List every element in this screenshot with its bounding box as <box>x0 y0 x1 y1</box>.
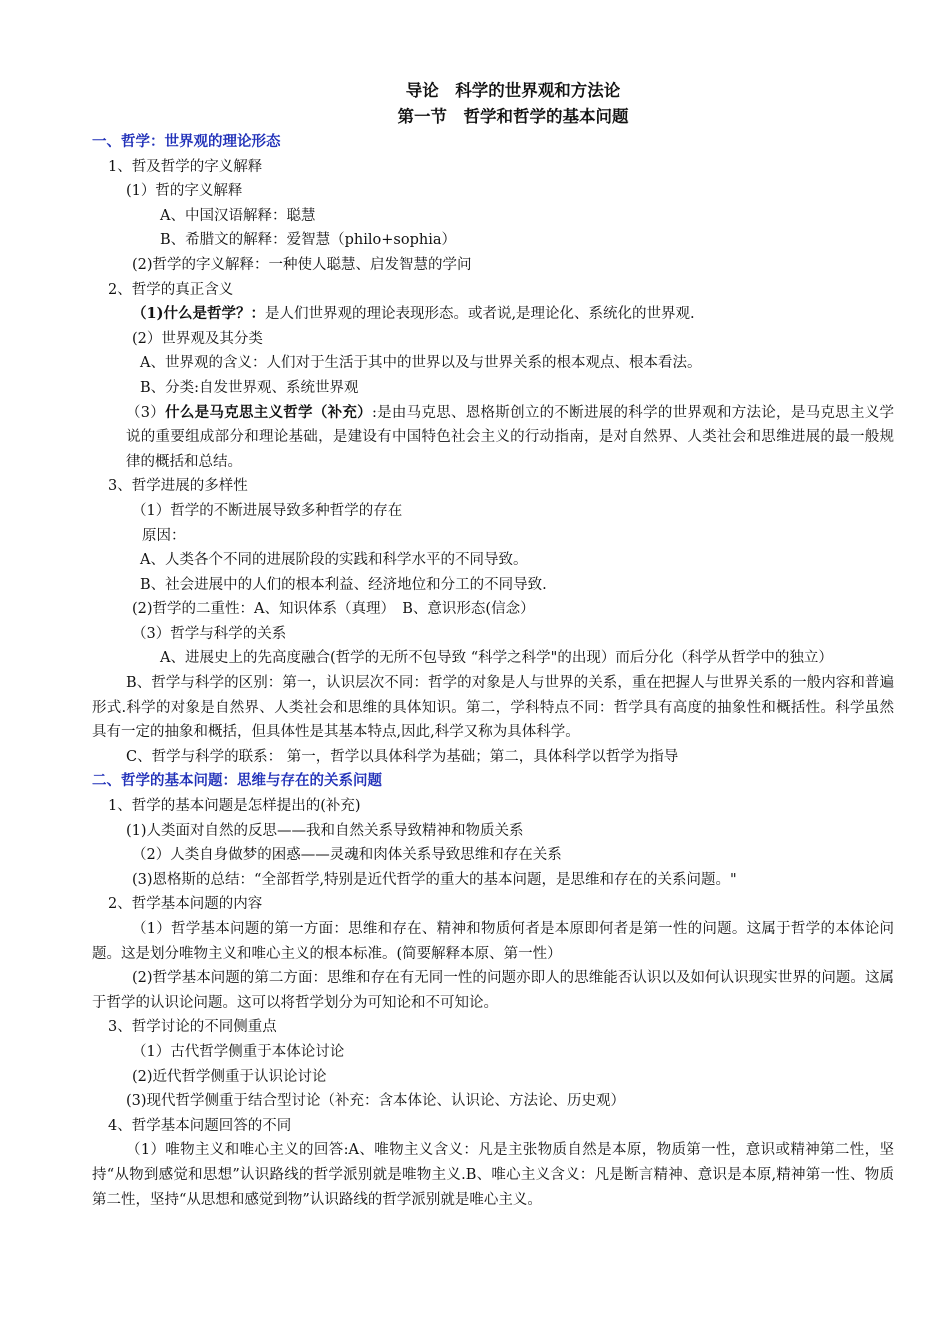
p2-s3-3: (3)现代哲学侧重于结合型讨论（补充：含本体论、认识论、方法论、历史观） <box>126 1093 626 1110</box>
p1-s2-1-text: 是人们世界观的理论表现形态。或者说,是理论化、系统化的世界观. <box>264 306 695 323</box>
p2-s3-2: (2)近代哲学侧重于认识论讨论 <box>132 1068 327 1085</box>
p2-s4: 4、哲学基本问题回答的不同 <box>108 1117 292 1134</box>
p2-s3: 3、哲学讨论的不同侧重点 <box>108 1019 277 1036</box>
part2-heading: 二、哲学的基本问题：思维与存在的关系问题 <box>92 772 382 790</box>
p1-s2: 2、哲学的真正含义 <box>108 281 234 298</box>
p1-s2-2a: A、世界观的含义：人们对于生活于其中的世界以及与世界关系的根本观点、根本看法。 <box>140 355 702 372</box>
p2-s4-1: （1）唯物主义和唯心主义的回答:A、唯物主义含义：凡是主张物质自然是本原，物质第一性，意识或精神第二性，坚持“从物到感觉和思想”认识路线的哲学派别就是唯物主义.B、唯心主义含义：凡是断言精神、意识是本原,精神第一性、物质第二性，坚持“从思想和感觉到物”认识路线的哲学派别就是唯心主义。 <box>92 1142 894 1208</box>
p1-s1-2: (2)哲学的字义解释：一种使人聪慧、启发智慧的学问 <box>132 256 472 273</box>
p2-s1-2: （2）人类自身做梦的困惑——灵魂和肉体关系导致思维和存在关系 <box>132 847 562 864</box>
p1-s1-1b: B、希腊文的解释：爱智慧（philo+sophia） <box>160 232 457 249</box>
p1-s3-1-reason: 原因： <box>142 527 186 544</box>
document-title: 导论 科学的世界观和方法论 <box>405 81 621 100</box>
p2-s3-1: （1）古代哲学侧重于本体论讨论 <box>132 1043 345 1060</box>
p1-s2-3-pre: （3） <box>126 404 166 421</box>
p1-s2-2: (2）世界观及其分类 <box>132 330 263 347</box>
p1-s3-3b: B、哲学与科学的区别：第一，认识层次不同：哲学的对象是人与世界的关系，重在把握人与世界关系的一般内容和普遍形式.科学的对象是自然界、人类社会和思维的具体知识。第二，学科特点不同：哲学具有高度的抽象性和概括性。科学虽然具有一定的抽象和概括，但具体性是其基本特点,因此,科学又称为具体科学。 <box>92 675 894 741</box>
p1-s3-3a: A、进展史上的先高度融合(哲学的无所不包导致 “科学之科学"的出现）而后分化（科学从哲学中的独立） <box>160 650 833 667</box>
p2-s1: 1、哲学的基本问题是怎样提出的(补充) <box>108 798 361 815</box>
part1-heading: 一、哲学：世界观的理论形态 <box>92 133 281 150</box>
p2-s1-1: (1)人类面对自然的反思——我和自然关系导致精神和物质关系 <box>126 822 524 839</box>
p1-s2-1 <box>92 302 894 327</box>
p1-s2-3 <box>92 401 894 475</box>
p2-s2-2: (2)哲学基本问题的第二方面：思维和存在有无同一性的问题亦即人的思维能否认识以及如何认识现实世界的问题。这属于哲学的认识论问题。这可以将哲学划分为可知论和不可知论。 <box>92 970 894 1011</box>
p1-s3-1b: B、社会进展中的人们的根本利益、经济地位和分工的不同导致. <box>140 576 547 593</box>
p1-s3-3c: C、哲学与科学的联系： 第一，哲学以具体科学为基础；第二，具体科学以哲学为指导 <box>126 748 679 765</box>
p1-s2-3-text: :是由马克思、恩格斯创立的不断进展的科学的世界观和方法论，是马克思主义学说的重要组成部分和理论基础，是建设有中国特色社会主义的行动指南，是对自然界、人类社会和思维进展的最一般规律的概括和总结。 <box>126 404 894 470</box>
p1-s2-2b: B、分类:自发世界观、系统世界观 <box>140 379 359 396</box>
p1-s3-1a: A、人类各个不同的进展阶段的实践和科学水平的不同导致。 <box>140 552 528 569</box>
p1-s2-3-label: 什么是马克思主义哲学（补充） <box>165 403 372 421</box>
p2-s2-1: （1）哲学基本问题的第一方面：思维和存在、精神和物质何者是本原即何者是第一性的问题。这属于哲学的本体论问题。这是划分唯物主义和唯心主义的根本标准。(简要解释本原、第一性） <box>92 921 894 962</box>
p2-s2: 2、哲学基本问题的内容 <box>108 896 263 913</box>
p1-s3-1: （1）哲学的不断进展导致多种哲学的存在 <box>132 502 403 519</box>
p1-s1: 1、哲及哲学的字义解释 <box>108 158 263 175</box>
p1-s3-3: （3）哲学与科学的关系 <box>132 625 287 642</box>
p1-s3: 3、哲学进展的多样性 <box>108 478 248 495</box>
p1-s2-1-label: （1)什么是哲学？： <box>132 305 265 323</box>
p2-s1-3: (3)恩格斯的总结：“全部哲学,特别是近代哲学的重大的基本问题，是思维和存在的关系问题。" <box>132 871 737 888</box>
section-title: 第一节 哲学和哲学的基本问题 <box>397 107 629 126</box>
p1-s3-2: (2)哲学的二重性：A、知识体系（真理） B、意识形态(信念） <box>132 601 535 618</box>
p1-s1-1: (1）哲的字义解释 <box>126 183 243 200</box>
p1-s1-1a: A、中国汉语解释：聪慧 <box>160 207 316 224</box>
